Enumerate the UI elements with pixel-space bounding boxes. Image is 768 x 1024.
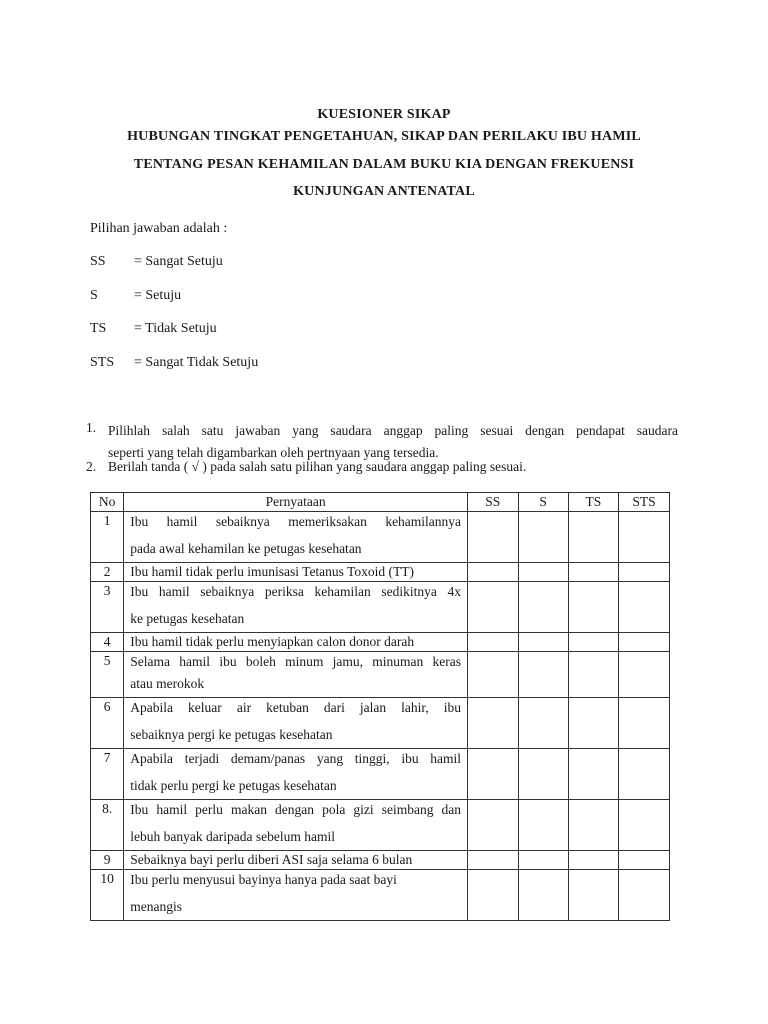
- header-ts: TS: [568, 493, 618, 512]
- answer-cell-sts[interactable]: [619, 749, 670, 800]
- instruction-text: Berilah tanda ( √ ) pada salah satu pilihan yang saudara anggap paling sesuai.: [108, 459, 527, 474]
- row-number: 2: [91, 563, 124, 582]
- option-code: S: [90, 287, 98, 303]
- instructions: [86, 420, 678, 476]
- answer-cell-ts[interactable]: [568, 800, 618, 851]
- answer-cell-s[interactable]: [518, 563, 568, 582]
- answer-cell-s[interactable]: [518, 870, 568, 921]
- table-row: [91, 652, 670, 698]
- answer-cell-sts[interactable]: [619, 800, 670, 851]
- row-number: 8.: [91, 800, 124, 851]
- option-meaning: = Sangat Setuju: [134, 254, 223, 269]
- answer-cell-ts[interactable]: [568, 512, 618, 563]
- statement-line: Ibu hamil sebaiknya memeriksakan kehamilannya: [130, 514, 462, 529]
- instruction-number: 2.: [86, 459, 97, 474]
- row-number: 7: [91, 749, 124, 800]
- row-number: 4: [91, 633, 124, 652]
- instruction-number: 1.: [86, 420, 97, 435]
- answer-cell-ts[interactable]: [568, 633, 618, 652]
- answer-cell-ts[interactable]: [568, 698, 618, 749]
- statement-line: sebaiknya pergi ke petugas kesehatan: [130, 727, 333, 742]
- answer-cell-ss[interactable]: [468, 633, 518, 652]
- answer-cell-ts[interactable]: [568, 652, 618, 698]
- title-line-4: KUNJUNGAN ANTENATAL: [293, 184, 475, 199]
- option-code: TS: [90, 321, 107, 336]
- table-row: [91, 749, 670, 800]
- statement-line: atau merokok: [130, 676, 205, 691]
- statement-line: Ibu perlu menyusui bayinya hanya pada saat bayi: [130, 872, 397, 887]
- row-statement: [124, 800, 468, 851]
- answer-cell-sts[interactable]: [619, 851, 670, 870]
- statement-line: Ibu hamil tidak perlu imunisasi Tetanus Toxoid (TT): [130, 564, 414, 579]
- answer-cell-s[interactable]: [518, 698, 568, 749]
- row-number: 5: [91, 652, 124, 698]
- statement-line: Selama hamil ibu boleh minum jamu, minuman keras: [130, 654, 462, 669]
- answer-cell-s[interactable]: [518, 749, 568, 800]
- answer-cell-sts[interactable]: [619, 563, 670, 582]
- title-line-1: KUESIONER SIKAP: [317, 107, 451, 122]
- option-meaning: = Sangat Tidak Setuju: [134, 354, 259, 370]
- row-statement: [124, 512, 468, 563]
- answer-cell-s[interactable]: [518, 652, 568, 698]
- row-number: 3: [91, 582, 124, 633]
- statement-line: menangis: [130, 899, 183, 914]
- options-intro: Pilihan jawaban adalah :: [90, 221, 228, 236]
- option-row: [90, 318, 258, 352]
- table-row: [91, 698, 670, 749]
- row-statement: [124, 652, 468, 698]
- answer-cell-ts[interactable]: [568, 870, 618, 921]
- answer-cell-ss[interactable]: [468, 563, 518, 582]
- statement-line: tidak perlu pergi ke petugas kesehatan: [130, 778, 337, 793]
- row-number: 10: [91, 870, 124, 921]
- document-title: [0, 104, 768, 205]
- answer-cell-ts[interactable]: [568, 563, 618, 582]
- statement-line: lebuh banyak daripada sebelum hamil: [130, 829, 335, 844]
- table-row: [91, 582, 670, 633]
- answer-cell-sts[interactable]: [619, 698, 670, 749]
- table-row: [91, 800, 670, 851]
- row-statement: [124, 633, 468, 652]
- answer-cell-ss[interactable]: [468, 851, 518, 870]
- table-row: [91, 633, 670, 652]
- answer-cell-ss[interactable]: [468, 652, 518, 698]
- header-s: S: [518, 493, 568, 512]
- answer-cell-sts[interactable]: [619, 512, 670, 563]
- header-sts: STS: [619, 493, 670, 512]
- answer-cell-ss[interactable]: [468, 582, 518, 633]
- statement-line: Ibu hamil perlu makan dengan pola gizi seimbang dan: [130, 802, 462, 817]
- title-line-3: TENTANG PESAN KEHAMILAN DALAM BUKU KIA DENGAN FREKUENSI: [133, 157, 635, 172]
- answer-cell-sts[interactable]: [619, 582, 670, 633]
- statement-line: ke petugas kesehatan: [130, 611, 245, 626]
- answer-cell-s[interactable]: [518, 851, 568, 870]
- answer-cell-ss[interactable]: [468, 749, 518, 800]
- instruction-line: Pilihlah salah satu jawaban yang saudara anggap paling sesuai dengan pendapat saudara: [108, 423, 678, 438]
- option-code: SS: [90, 254, 106, 269]
- option-meaning: = Setuju: [134, 287, 182, 303]
- header-ss: SS: [468, 493, 518, 512]
- row-statement: [124, 870, 468, 921]
- statement-line: Apabila terjadi demam/panas yang tinggi, ibu hamil: [130, 751, 462, 766]
- statement-line: Sebaiknya bayi perlu diberi ASI saja selama 6 bulan: [130, 852, 413, 867]
- answer-cell-s[interactable]: [518, 512, 568, 563]
- row-number: 9: [91, 851, 124, 870]
- answer-cell-ss[interactable]: [468, 698, 518, 749]
- questionnaire-table: [90, 492, 670, 921]
- option-row: [90, 285, 258, 319]
- row-statement: [124, 582, 468, 633]
- answer-cell-s[interactable]: [518, 800, 568, 851]
- answer-cell-ss[interactable]: [468, 870, 518, 921]
- answer-cell-sts[interactable]: [619, 870, 670, 921]
- statement-line: Ibu hamil sebaiknya periksa kehamilan sedikitnya 4x: [130, 584, 462, 599]
- instruction-line: seperti yang telah digambarkan oleh pertnyaan yang tersedia.: [108, 445, 439, 460]
- header-no: No: [91, 493, 124, 512]
- row-statement: [124, 749, 468, 800]
- answer-cell-ts[interactable]: [568, 582, 618, 633]
- title-line-2: HUBUNGAN TINGKAT PENGETAHUAN, SIKAP DAN PERILAKU IBU HAMIL: [127, 129, 641, 144]
- instruction-item: [86, 458, 678, 476]
- statement-line: pada awal kehamilan ke petugas kesehatan: [130, 541, 362, 556]
- answer-cell-ss[interactable]: [468, 512, 518, 563]
- header-statement: Pernyataan: [124, 493, 468, 512]
- answer-cell-ts[interactable]: [568, 749, 618, 800]
- row-number: 6: [91, 698, 124, 749]
- answer-cell-s[interactable]: [518, 582, 568, 633]
- statement-line: Ibu hamil tidak perlu menyiapkan calon donor darah: [130, 634, 415, 649]
- answer-cell-sts[interactable]: [619, 633, 670, 652]
- row-statement: [124, 698, 468, 749]
- row-number: 1: [91, 512, 124, 563]
- option-row: [90, 352, 258, 386]
- option-row: [90, 251, 258, 285]
- answer-cell-ss[interactable]: [468, 800, 518, 851]
- statement-line: Apabila keluar air ketuban dari jalan lahir, ibu: [130, 700, 462, 715]
- table-row: [91, 870, 670, 921]
- table-row: [91, 512, 670, 563]
- option-code: STS: [90, 354, 115, 370]
- answer-options: [90, 218, 258, 385]
- answer-cell-ts[interactable]: [568, 851, 618, 870]
- answer-cell-s[interactable]: [518, 633, 568, 652]
- answer-cell-sts[interactable]: [619, 652, 670, 698]
- option-meaning: = Tidak Setuju: [134, 321, 217, 336]
